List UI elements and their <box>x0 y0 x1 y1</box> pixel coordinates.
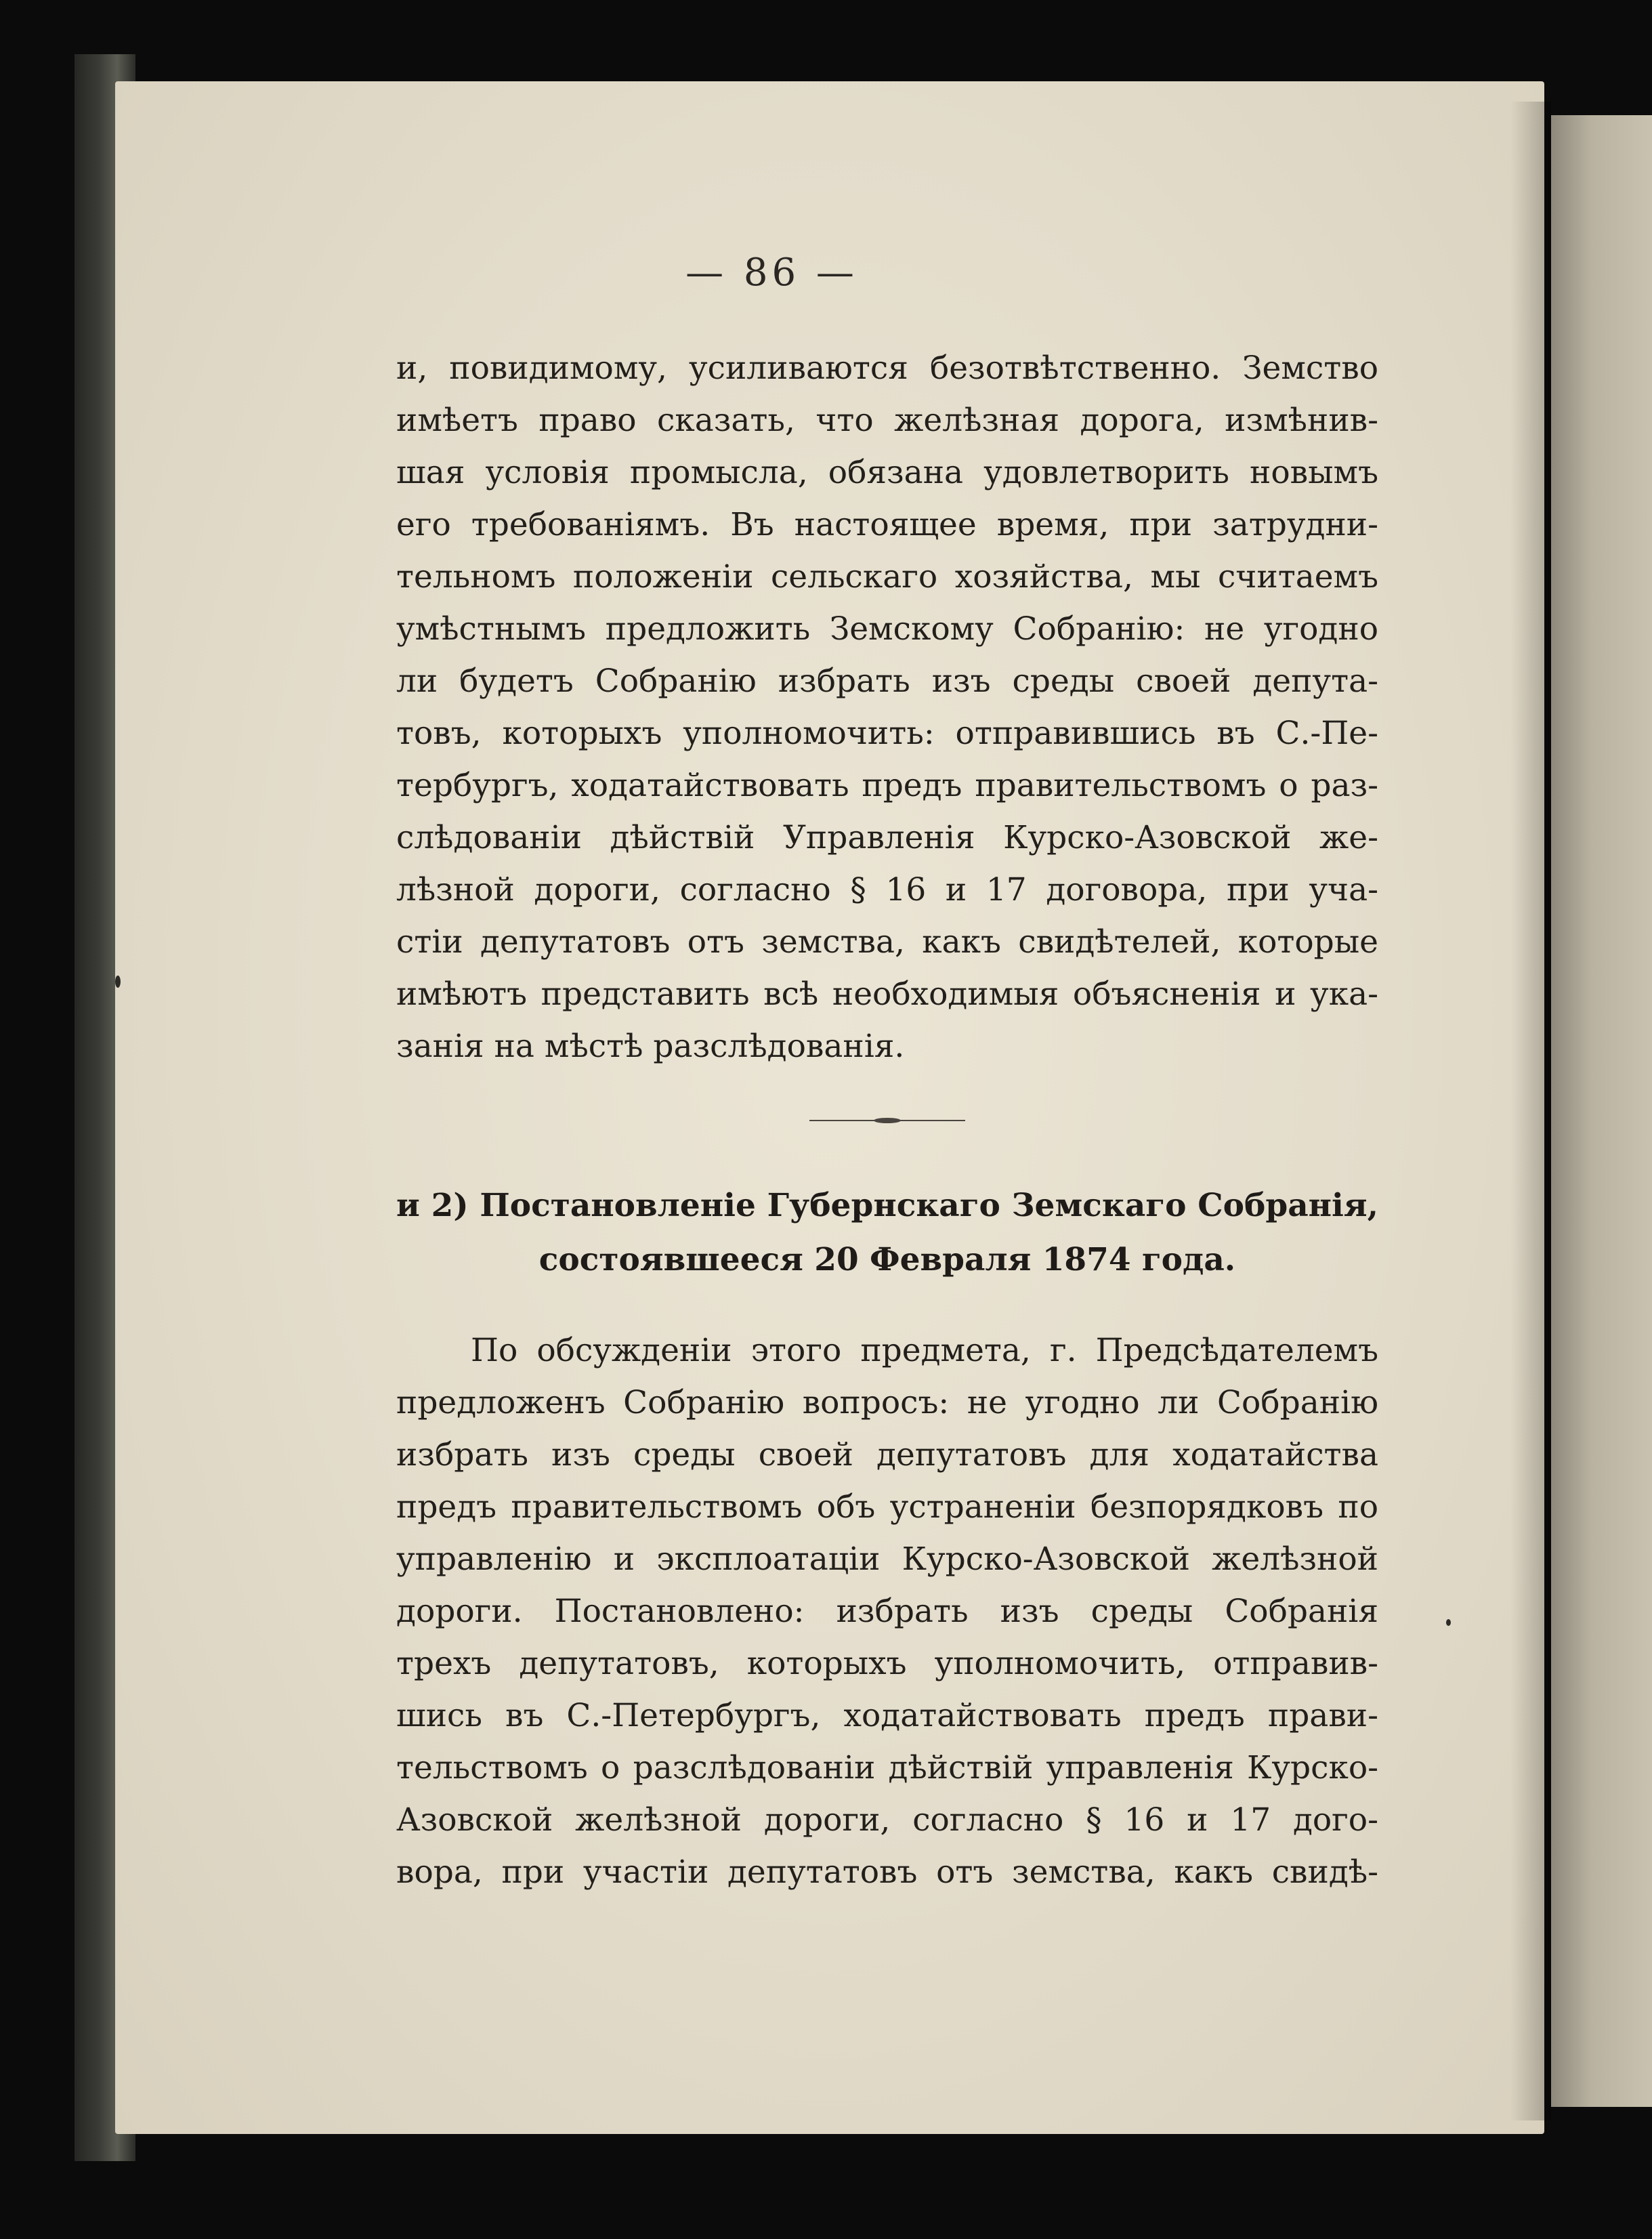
text-line: стіи депутатовъ отъ земства, какъ свидѣтелей, которые <box>396 923 1378 961</box>
text-line: вора, при участіи депутатовъ отъ земства, какъ свидѣ- <box>396 1854 1378 1891</box>
text-line: трехъ депутатовъ, которыхъ уполномочить, отправив- <box>396 1645 1378 1682</box>
text-line: его требованіямъ. Въ настоящее время, при затрудни- <box>396 506 1378 543</box>
text-line: тельномъ положеніи сельскаго хозяйства, мы считаемъ <box>396 558 1378 595</box>
text-line: предъ правительствомъ объ устраненіи безпорядковъ по <box>396 1488 1378 1526</box>
text-line: ли будетъ Собранію избрать изъ среды своей депута- <box>396 663 1378 700</box>
page-gutter-shadow <box>1510 102 1551 2120</box>
text-line: избрать изъ среды своей депутатовъ для ходатайства <box>396 1436 1378 1473</box>
adjacent-page-edge <box>1551 115 1652 2107</box>
text-line: По обсужденіи этого предмета, г. Предсѣдателемъ <box>471 1332 1378 1369</box>
text-line: товъ, которыхъ уполномочить: отправившись въ С.-Пе- <box>396 715 1378 752</box>
heading-line-2: состоявшееся 20 Февраля 1874 года. <box>538 1241 1236 1278</box>
text-line: тельствомъ о разслѣдованіи дѣйствій управленія Курско- <box>396 1749 1378 1786</box>
text-line: лѣзной дороги, согласно § 16 и 17 договора, при уча- <box>396 871 1378 908</box>
paragraph-2 <box>396 1324 1378 1898</box>
text-line: шая условія промысла, обязана удовлетворить новымъ <box>396 454 1378 491</box>
text-line: управленію и эксплоатаціи Курско-Азовской желѣзной <box>396 1541 1378 1578</box>
section-heading <box>396 1179 1378 1287</box>
text-line: тербургъ, ходатайствовать предъ правительствомъ о раз- <box>396 767 1378 804</box>
heading-line-1: и 2) Постановленіе Губернскаго Земскаго Собранія, <box>396 1187 1378 1224</box>
page-number: — 86 — <box>685 251 858 295</box>
text-line: занія на мѣстѣ разслѣдованія. <box>396 1028 905 1065</box>
text-line: шись въ С.-Петербургъ, ходатайствовать предъ прави- <box>396 1697 1378 1734</box>
text-line: и, повидимому, усиливаются безотвѣтственно. Земство <box>396 350 1378 387</box>
text-line: имѣютъ представить всѣ необходимыя объясненія и ука- <box>396 976 1378 1013</box>
ink-speck <box>115 976 121 988</box>
text-line: умѣстнымъ предложить Земскому Собранію: не угодно <box>396 610 1378 648</box>
text-line: слѣдованіи дѣйствій Управленія Курско-Азовской же- <box>396 819 1378 856</box>
text-line: имѣетъ право сказать, что желѣзная дорога, измѣнив- <box>396 402 1378 439</box>
text-line: Азовской желѣзной дороги, согласно § 16 и 17 дого- <box>396 1801 1378 1839</box>
paragraph-1 <box>396 342 1378 1072</box>
text-line: предложенъ Собранію вопросъ: не угодно ли Собранію <box>396 1384 1378 1421</box>
text-line: дороги. Постановлено: избрать изъ среды Собранія <box>396 1593 1378 1630</box>
ink-speck <box>1446 1619 1451 1626</box>
section-divider <box>809 1120 965 1121</box>
